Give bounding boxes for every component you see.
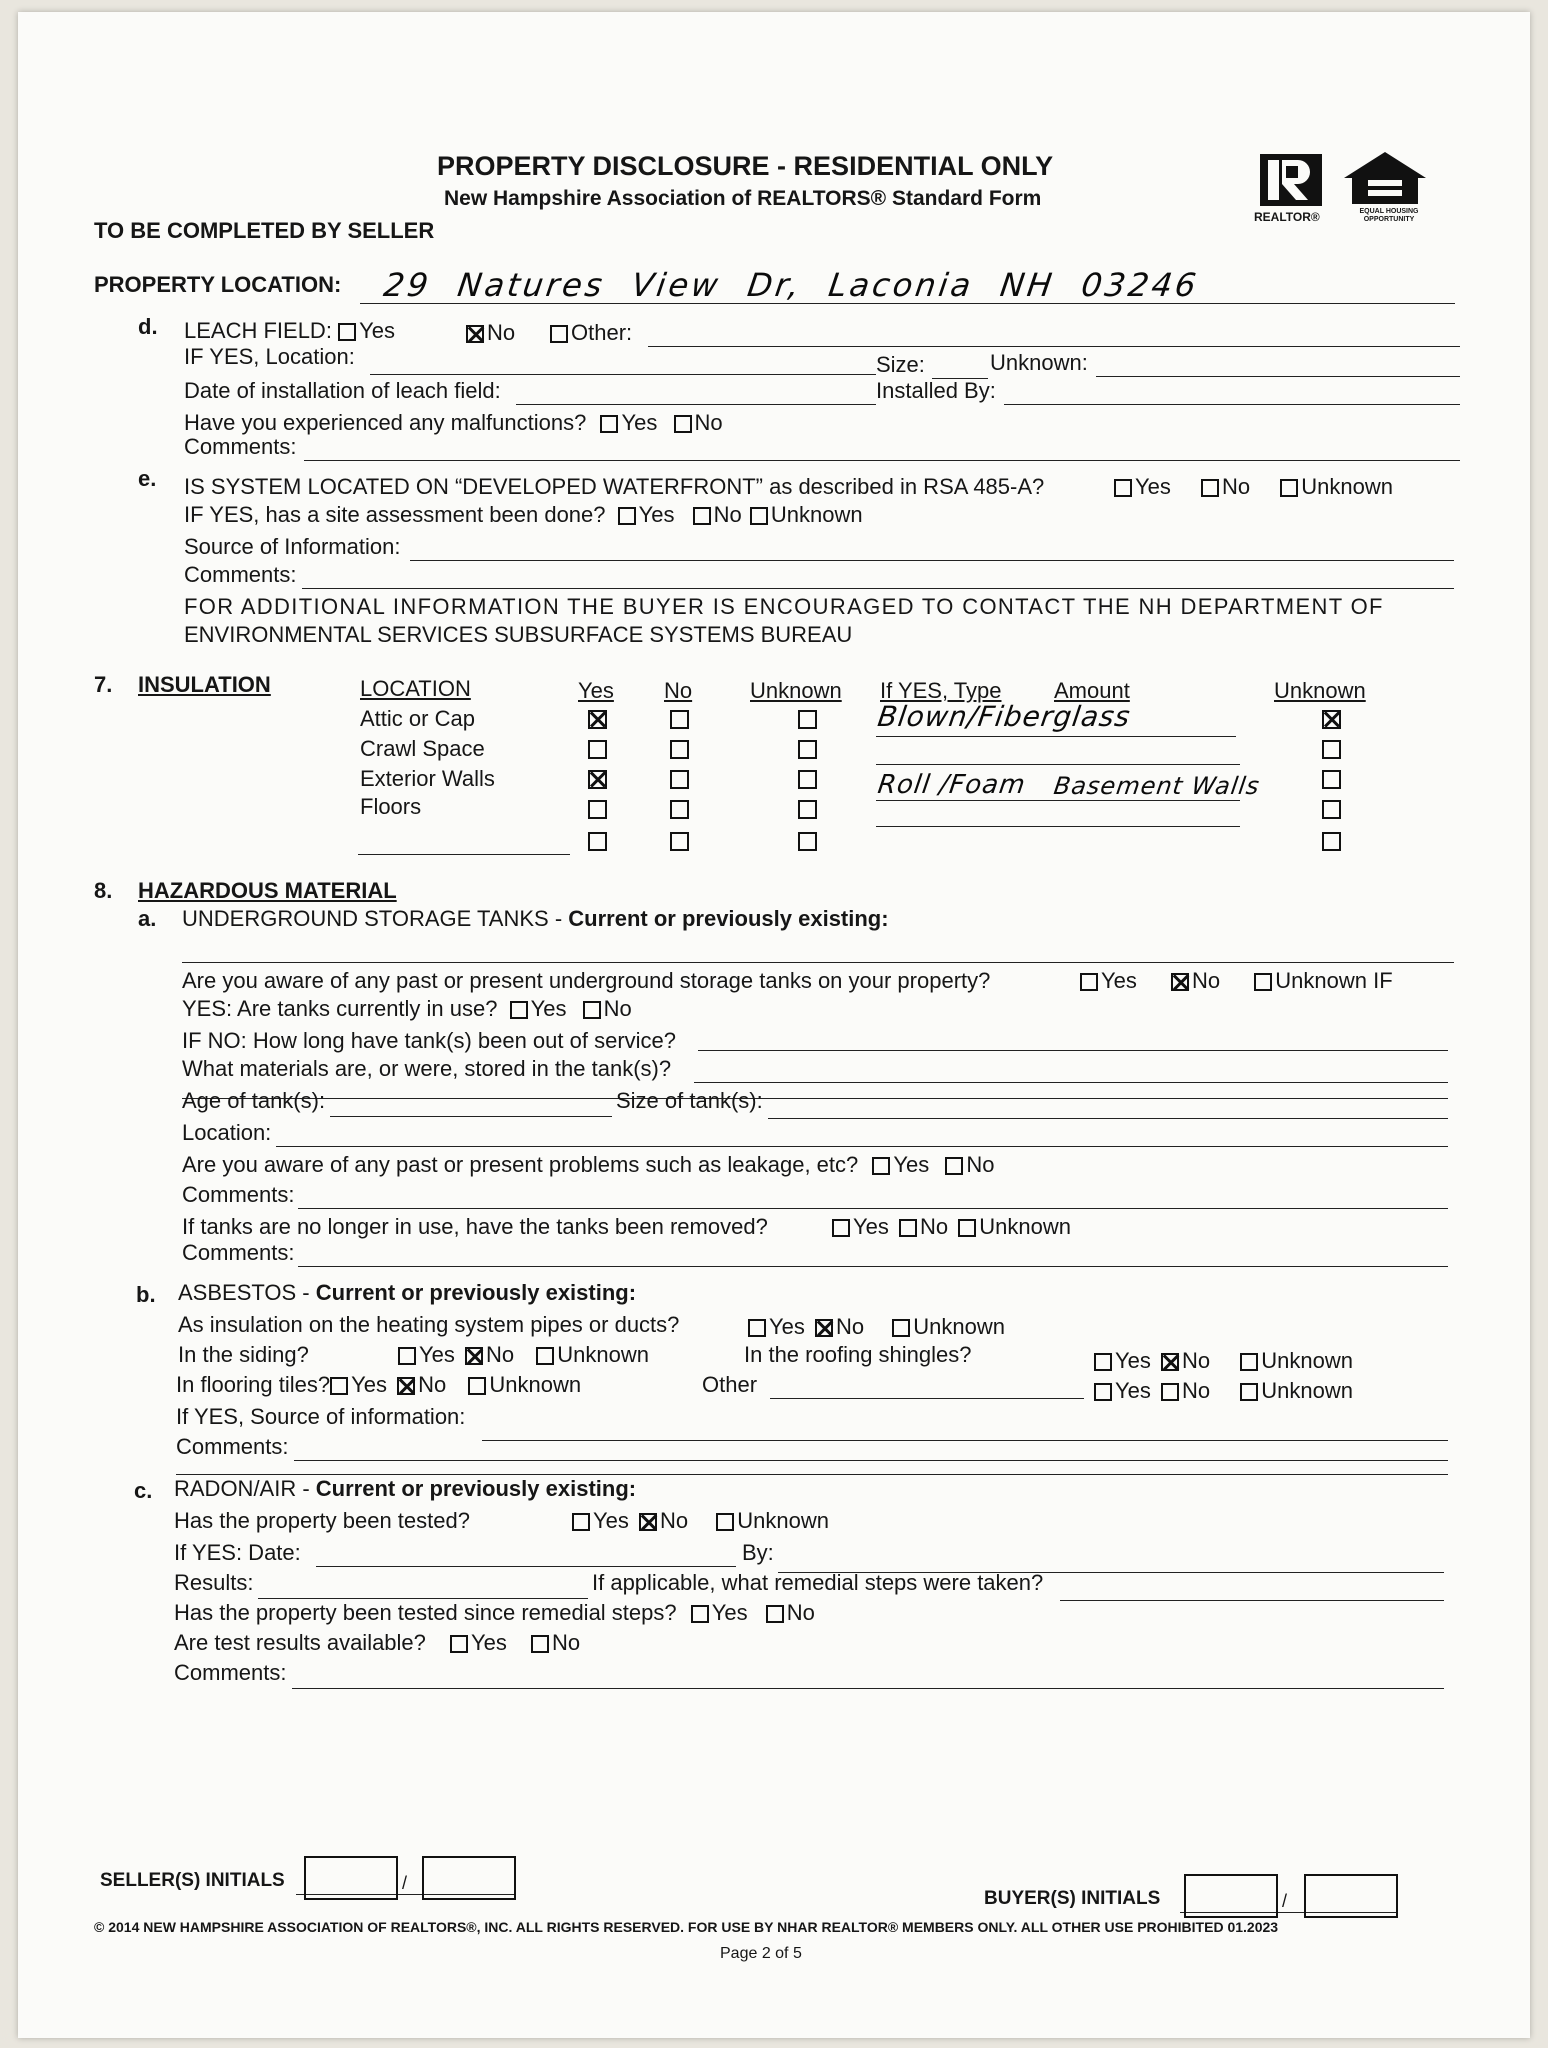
asbestos-flooring-no-label: No: [418, 1372, 447, 1397]
tanks-location-line[interactable]: [276, 1146, 1448, 1147]
seller-initials-label: SELLER(S) INITIALS: [100, 1870, 285, 1891]
seller-initials-slash: /: [402, 1873, 408, 1893]
asbestos-pipes-yes-checkbox[interactable]: [748, 1319, 766, 1337]
leach-other-label: Other:: [571, 320, 633, 345]
insulation-row-location: Crawl Space: [360, 736, 485, 761]
size-label: Size:: [876, 352, 925, 377]
insulation-crawl-unknown-checkbox[interactable]: [798, 740, 817, 759]
tanks-materials-line-2[interactable]: [182, 1098, 1448, 1099]
asbestos-pipes-label: As insulation on the heating system pipes or ducts?: [178, 1312, 680, 1337]
tanks-removed-unknown-label: Unknown: [979, 1214, 1071, 1239]
asbestos-flooring-yes-label: Yes: [351, 1372, 387, 1397]
tanks-age-label: Age of tank(s):: [182, 1088, 326, 1113]
insulation-attic-unknown2-checkbox[interactable]: [1322, 710, 1341, 729]
asbestos-pipes-no-checkbox[interactable]: [815, 1319, 833, 1337]
equal-housing-text: EQUAL HOUSING OPPORTUNITY: [1359, 208, 1419, 223]
tanks-in-use-no-label: No: [603, 996, 632, 1021]
tanks-problems-label: Are you aware of any past or present problems such as leakage, etc?: [182, 1152, 859, 1177]
malfunctions-row: [184, 410, 723, 436]
insulation-crawl-yes-checkbox[interactable]: [588, 740, 607, 759]
section-c-title-bold: Current or previously existing:: [315, 1476, 637, 1501]
asbestos-pipes-yes-label: Yes: [769, 1314, 805, 1339]
asbestos-siding-yes-checkbox[interactable]: [398, 1347, 416, 1365]
installed-by-line[interactable]: [1004, 404, 1460, 405]
insulation-col-unknown2: Unknown: [1274, 678, 1366, 703]
site-assessment-yes-checkbox[interactable]: [618, 507, 636, 525]
asbestos-other-line[interactable]: [770, 1398, 1084, 1399]
insulation-extra-no-checkbox[interactable]: [670, 832, 689, 851]
insulation-crawl-no-checkbox[interactable]: [670, 740, 689, 759]
asbestos-pipes-unknown-label: Unknown: [913, 1314, 1005, 1339]
property-location-label: PROPERTY LOCATION:: [94, 272, 342, 297]
section-b-title-bold: Current or previously existing:: [315, 1280, 637, 1305]
tanks-removed-unknown-checkbox[interactable]: [958, 1219, 976, 1237]
insulation-floors-unknown2-checkbox[interactable]: [1322, 800, 1341, 819]
radon-comments-line[interactable]: [292, 1688, 1444, 1689]
section-d-letter: d.: [138, 314, 158, 339]
radon-retested-no-label: No: [786, 1600, 815, 1625]
tanks-age-line[interactable]: [330, 1116, 612, 1117]
section-a-title-bold: Current or previously existing:: [568, 906, 889, 931]
asbestos-other-label: Other: [702, 1372, 758, 1397]
radon-remedial-label: If applicable, what remedial steps were taken?: [592, 1570, 1044, 1595]
insulation-row-location: Attic or Cap: [360, 706, 475, 731]
asbestos-other-unknown-checkbox[interactable]: [1240, 1383, 1258, 1401]
realtor-logo-text: REALTOR®: [1254, 210, 1320, 224]
tanks-size-line[interactable]: [768, 1118, 1448, 1119]
tanks-in-use-yes-label: Yes: [530, 996, 567, 1021]
buyer-initials-box-1[interactable]: [1184, 1874, 1278, 1918]
tanks-location-label: Location:: [182, 1120, 272, 1145]
waterfront-options: [1114, 474, 1393, 500]
tanks-problems-row: [182, 1152, 995, 1178]
asbestos-other-unknown-label: Unknown: [1261, 1378, 1353, 1403]
asbestos-roofing-no-label: No: [1182, 1348, 1211, 1373]
source-info-label: Source of Information:: [184, 534, 401, 559]
tanks-comments-2-label: Comments:: [182, 1240, 295, 1265]
insulation-walls-yes-checkbox[interactable]: [588, 770, 607, 789]
site-assessment-no-checkbox[interactable]: [693, 507, 711, 525]
leach-field-row: [184, 318, 395, 344]
asbestos-siding-no-checkbox[interactable]: [465, 1347, 483, 1365]
site-assessment-label: IF YES, has a site assessment been done?: [184, 502, 606, 527]
waterfront-unknown-checkbox[interactable]: [1280, 479, 1298, 497]
tanks-materials-line[interactable]: [694, 1082, 1448, 1083]
asbestos-roofing-unknown-label: Unknown: [1261, 1348, 1353, 1373]
radon-tested-unknown-checkbox[interactable]: [716, 1513, 734, 1531]
insulation-col-amount: Amount: [1054, 678, 1130, 703]
insulation-col-type: If YES, Type: [880, 678, 1002, 703]
notice-line-1: FOR ADDITIONAL INFORMATION THE BUYER IS ENCOURAGED TO CONTACT THE NH DEPARTMENT OF: [184, 594, 1384, 619]
section-a-title: [182, 906, 889, 932]
insulation-extra-unknown-checkbox[interactable]: [798, 832, 817, 851]
waterfront-no-label: No: [1222, 474, 1251, 499]
asbestos-siding-unknown-checkbox[interactable]: [536, 1347, 554, 1365]
section-b-letter: b.: [136, 1282, 156, 1307]
malfunctions-yes-label: Yes: [621, 410, 658, 435]
leach-yes-label: Yes: [359, 318, 395, 343]
asbestos-roofing-yes-checkbox[interactable]: [1094, 1353, 1112, 1371]
seller-initials-box-2[interactable]: [422, 1856, 516, 1900]
leach-no-label: No: [487, 320, 516, 345]
asbestos-flooring-yes-checkbox[interactable]: [330, 1377, 348, 1395]
section-a-letter: a.: [138, 906, 157, 931]
insulation-row-location: Floors: [360, 794, 422, 819]
tanks-in-use-row: [182, 996, 632, 1022]
radon-results-available-no-checkbox[interactable]: [531, 1635, 549, 1653]
asbestos-siding-yes-label: Yes: [419, 1342, 455, 1367]
radon-tested-options: [572, 1508, 829, 1534]
leach-other-checkbox[interactable]: [550, 325, 568, 343]
radon-retested-label: Has the property been tested since remedial steps?: [174, 1600, 677, 1625]
waterfront-question: IS SYSTEM LOCATED ON “DEVELOPED WATERFRONT” as described in RSA 485-A?: [184, 474, 1045, 499]
radon-tested-label: Has the property been tested?: [174, 1508, 470, 1533]
waterfront-yes-checkbox[interactable]: [1114, 479, 1132, 497]
insulation-attic-type[interactable]: Blown/Fiberglass: [875, 700, 1133, 733]
insulation-floors-no-checkbox[interactable]: [670, 800, 689, 819]
leach-date-line[interactable]: [516, 404, 876, 405]
radon-retested-row: [174, 1600, 815, 1626]
notice-line-2: ENVIRONMENTAL SERVICES SUBSURFACE SYSTEMS BUREAU: [184, 622, 853, 647]
leach-other-group: [550, 320, 632, 346]
radon-results-available-label: Are test results available?: [174, 1630, 426, 1655]
tanks-removed-yes-label: Yes: [853, 1214, 889, 1239]
seller-note: TO BE COMPLETED BY SELLER: [94, 218, 435, 243]
insulation-floors-yes-checkbox[interactable]: [588, 800, 607, 819]
tanks-comments-label: Comments:: [182, 1182, 295, 1207]
waterfront-no-checkbox[interactable]: [1201, 479, 1219, 497]
insulation-walls-amount[interactable]: Basement Walls: [1052, 772, 1262, 800]
buyer-initials-box-2[interactable]: [1304, 1874, 1398, 1918]
asbestos-roofing-options: [1094, 1348, 1353, 1374]
radon-results-available-yes-checkbox[interactable]: [450, 1635, 468, 1653]
tanks-problems-no-label: No: [966, 1152, 995, 1177]
insulation-walls-unknown-checkbox[interactable]: [798, 770, 817, 789]
malfunctions-no-label: No: [694, 410, 723, 435]
section-c-title: [174, 1476, 636, 1502]
insulation-col-yes: Yes: [578, 678, 614, 703]
tanks-unknown-label: Unknown IF: [1275, 968, 1393, 993]
tanks-comments-line[interactable]: [298, 1208, 1448, 1209]
site-assessment-unknown-checkbox[interactable]: [750, 507, 768, 525]
malfunctions-no-checkbox[interactable]: [674, 415, 692, 433]
form-subtitle: New Hampshire Association of REALTORS® Standard Form: [444, 187, 1042, 210]
equal-housing-icon: [1342, 150, 1428, 211]
asbestos-other-no-label: No: [1182, 1378, 1211, 1403]
section-b-title: [178, 1280, 636, 1306]
section-e-letter: e.: [138, 466, 157, 491]
radon-date-line[interactable]: [316, 1566, 736, 1567]
hazardous-number: 8.: [94, 878, 113, 903]
asbestos-other-options: [1094, 1378, 1353, 1404]
leach-other-line[interactable]: [648, 346, 1460, 347]
copyright-notice: © 2014 NEW HAMPSHIRE ASSOCIATION OF REALTORS®, INC. ALL RIGHTS RESERVED. FOR USE BY NHAR REALTOR® MEMBERS ONLY. ALL OTHER USE PROHIBITED 01.2023: [94, 1919, 1279, 1935]
tanks-options: [1080, 968, 1393, 994]
tanks-out-of-service-line[interactable]: [698, 1050, 1448, 1051]
radon-tested-no-label: No: [660, 1508, 689, 1533]
insulation-number: 7.: [94, 672, 113, 697]
radon-results-label: Results:: [174, 1570, 254, 1595]
radon-remedial-line[interactable]: [1060, 1600, 1444, 1601]
asbestos-flooring-unknown-label: Unknown: [489, 1372, 582, 1397]
section-e-comments-label: Comments:: [184, 562, 297, 587]
radon-results-line[interactable]: [258, 1598, 588, 1599]
tanks-out-of-service-label: IF NO: How long have tank(s) been out of service?: [182, 1028, 677, 1053]
asbestos-comments-label: Comments:: [176, 1434, 289, 1459]
section-b-title-text: ASBESTOS -: [178, 1280, 316, 1305]
radon-retested-no-checkbox[interactable]: [766, 1605, 784, 1623]
waterfront-unknown-label: Unknown: [1301, 474, 1393, 499]
section-d-comments-label: Comments:: [184, 434, 297, 459]
asbestos-siding-no-label: No: [486, 1342, 515, 1367]
insulation-type-line[interactable]: [876, 736, 1236, 737]
asbestos-roofing-yes-label: Yes: [1115, 1348, 1151, 1373]
tanks-removed-label: If tanks are no longer in use, have the tanks been removed?: [182, 1214, 768, 1239]
leach-field-label: LEACH FIELD:: [184, 318, 332, 343]
radon-results-available-row: [174, 1630, 580, 1656]
tanks-unknown-checkbox[interactable]: [1254, 973, 1272, 991]
radon-tested-no-checkbox[interactable]: [639, 1513, 657, 1531]
insulation-col-location: LOCATION: [360, 676, 471, 701]
section-a-rule: [182, 962, 1454, 963]
asbestos-pipes-unknown-checkbox[interactable]: [892, 1319, 910, 1337]
section-c-title-text: RADON/AIR -: [174, 1476, 316, 1501]
asbestos-flooring-row: [176, 1372, 581, 1398]
site-assessment-row: [184, 502, 863, 528]
asbestos-other-no-checkbox[interactable]: [1161, 1383, 1179, 1401]
leach-no-checkbox[interactable]: [466, 325, 484, 343]
tanks-no-label: No: [1192, 968, 1221, 993]
insulation-row-location: Exterior Walls: [360, 766, 495, 791]
tanks-removed-no-label: No: [920, 1214, 949, 1239]
insulation-walls-unknown2-checkbox[interactable]: [1322, 770, 1341, 789]
leach-location-label: IF YES, Location:: [184, 344, 355, 369]
insulation-crawl-unknown2-checkbox[interactable]: [1322, 740, 1341, 759]
tanks-removed-options: [832, 1214, 1071, 1240]
leach-no-group: [466, 320, 515, 346]
tanks-removed-no-checkbox[interactable]: [899, 1219, 917, 1237]
radon-retested-yes-label: Yes: [711, 1600, 748, 1625]
buyer-initials-label: BUYER(S) INITIALS: [984, 1888, 1161, 1909]
radon-by-label: By:: [742, 1540, 774, 1565]
tanks-materials-label: What materials are, or were, stored in the tank(s)?: [182, 1056, 672, 1081]
insulation-heading: INSULATION: [138, 672, 271, 697]
radon-retested-yes-checkbox[interactable]: [691, 1605, 709, 1623]
tanks-in-use-yes-checkbox[interactable]: [510, 1001, 528, 1019]
insulation-attic-no-checkbox[interactable]: [670, 710, 689, 729]
asbestos-siding-options: [398, 1342, 649, 1368]
site-assessment-no-label: No: [713, 502, 742, 527]
installed-by-label: Installed By:: [876, 378, 996, 403]
malfunctions-yes-checkbox[interactable]: [600, 415, 618, 433]
insulation-col-no: No: [664, 678, 693, 703]
tanks-removed-yes-checkbox[interactable]: [832, 1219, 850, 1237]
asbestos-flooring-no-checkbox[interactable]: [397, 1377, 415, 1395]
leach-location-line[interactable]: [370, 374, 876, 375]
property-location-value[interactable]: 29 Natures View Dr, Laconia NH 03246: [381, 266, 1202, 304]
tanks-in-use-no-checkbox[interactable]: [583, 1001, 601, 1019]
asbestos-pipes-no-label: No: [836, 1314, 865, 1339]
page-number: Page 2 of 5: [720, 1945, 802, 1962]
tanks-size-label: Size of tank(s):: [616, 1088, 763, 1113]
asbestos-source-line[interactable]: [482, 1440, 1448, 1441]
leach-yes-checkbox[interactable]: [338, 323, 356, 341]
asbestos-comments-line-2[interactable]: [176, 1474, 1448, 1475]
site-assessment-yes-label: Yes: [638, 502, 675, 527]
site-assessment-unknown-label: Unknown: [770, 502, 863, 527]
asbestos-comments-line[interactable]: [294, 1460, 1448, 1461]
section-e-comments-line[interactable]: [302, 588, 1454, 589]
tanks-yes-label: Yes: [1101, 968, 1137, 993]
unknown-line[interactable]: [1096, 376, 1460, 377]
asbestos-other-yes-checkbox[interactable]: [1094, 1383, 1112, 1401]
radon-tested-yes-label: Yes: [593, 1508, 629, 1533]
asbestos-flooring-unknown-checkbox[interactable]: [468, 1377, 486, 1395]
tanks-problems-yes-checkbox[interactable]: [872, 1157, 890, 1175]
radon-tested-unknown-label: Unknown: [737, 1508, 829, 1533]
asbestos-siding-unknown-label: Unknown: [557, 1342, 649, 1367]
tanks-yes-checkbox[interactable]: [1080, 973, 1098, 991]
asbestos-roofing-no-checkbox[interactable]: [1161, 1353, 1179, 1371]
insulation-walls-no-checkbox[interactable]: [670, 770, 689, 789]
radon-results-available-no-label: No: [552, 1630, 581, 1655]
radon-date-label: If YES: Date:: [174, 1540, 301, 1565]
asbestos-roofing-label: In the roofing shingles?: [744, 1342, 972, 1367]
malfunctions-label: Have you experienced any malfunctions?: [184, 410, 587, 435]
tanks-problems-yes-label: Yes: [893, 1152, 930, 1177]
radon-comments-label: Comments:: [174, 1660, 287, 1685]
insulation-type-line[interactable]: [876, 800, 1240, 801]
insulation-type-line[interactable]: [876, 764, 1240, 765]
insulation-row-extra-line[interactable]: [358, 854, 570, 855]
section-c-letter: c.: [134, 1478, 153, 1503]
radon-tested-yes-checkbox[interactable]: [572, 1513, 590, 1531]
insulation-extra-yes-checkbox[interactable]: [588, 832, 607, 851]
hazardous-heading: HAZARDOUS MATERIAL: [138, 878, 397, 903]
asbestos-pipes-options: [748, 1314, 1005, 1340]
unknown-label: Unknown:: [990, 350, 1088, 375]
form-title: PROPERTY DISCLOSURE - RESIDENTIAL ONLY: [437, 151, 1054, 181]
realtor-logo: [1258, 152, 1324, 213]
insulation-walls-type[interactable]: Roll /Foam: [875, 770, 1028, 800]
insulation-attic-unknown-checkbox[interactable]: [798, 710, 817, 729]
asbestos-other-yes-label: Yes: [1115, 1378, 1151, 1403]
tanks-comments-2-line[interactable]: [298, 1266, 1448, 1267]
insulation-extra-unknown2-checkbox[interactable]: [1322, 832, 1341, 851]
asbestos-roofing-unknown-checkbox[interactable]: [1240, 1353, 1258, 1371]
radon-results-available-yes-label: Yes: [471, 1630, 507, 1655]
section-d-comments-line[interactable]: [304, 460, 1460, 461]
insulation-floors-unknown-checkbox[interactable]: [798, 800, 817, 819]
buyer-initials-slash: /: [1282, 1891, 1288, 1911]
section-a-title-text: UNDERGROUND STORAGE TANKS -: [182, 906, 569, 931]
seller-initials-box-1[interactable]: [304, 1856, 398, 1900]
insulation-attic-yes-checkbox[interactable]: [588, 710, 607, 729]
source-info-line[interactable]: [410, 560, 1454, 561]
leach-date-label: Date of installation of leach field:: [184, 378, 501, 403]
tanks-in-use-label: YES: Are tanks currently in use?: [182, 996, 498, 1021]
tanks-problems-no-checkbox[interactable]: [945, 1157, 963, 1175]
tanks-question: Are you aware of any past or present underground storage tanks on your property?: [182, 968, 991, 993]
document-page: [18, 12, 1530, 2038]
waterfront-yes-label: Yes: [1135, 474, 1171, 499]
insulation-type-line[interactable]: [876, 826, 1240, 827]
asbestos-flooring-label: In flooring tiles?: [176, 1372, 331, 1397]
tanks-no-checkbox[interactable]: [1171, 973, 1189, 991]
asbestos-source-label: If YES, Source of information:: [176, 1404, 466, 1429]
asbestos-siding-label: In the siding?: [178, 1342, 309, 1367]
insulation-col-unknown: Unknown: [750, 678, 842, 703]
